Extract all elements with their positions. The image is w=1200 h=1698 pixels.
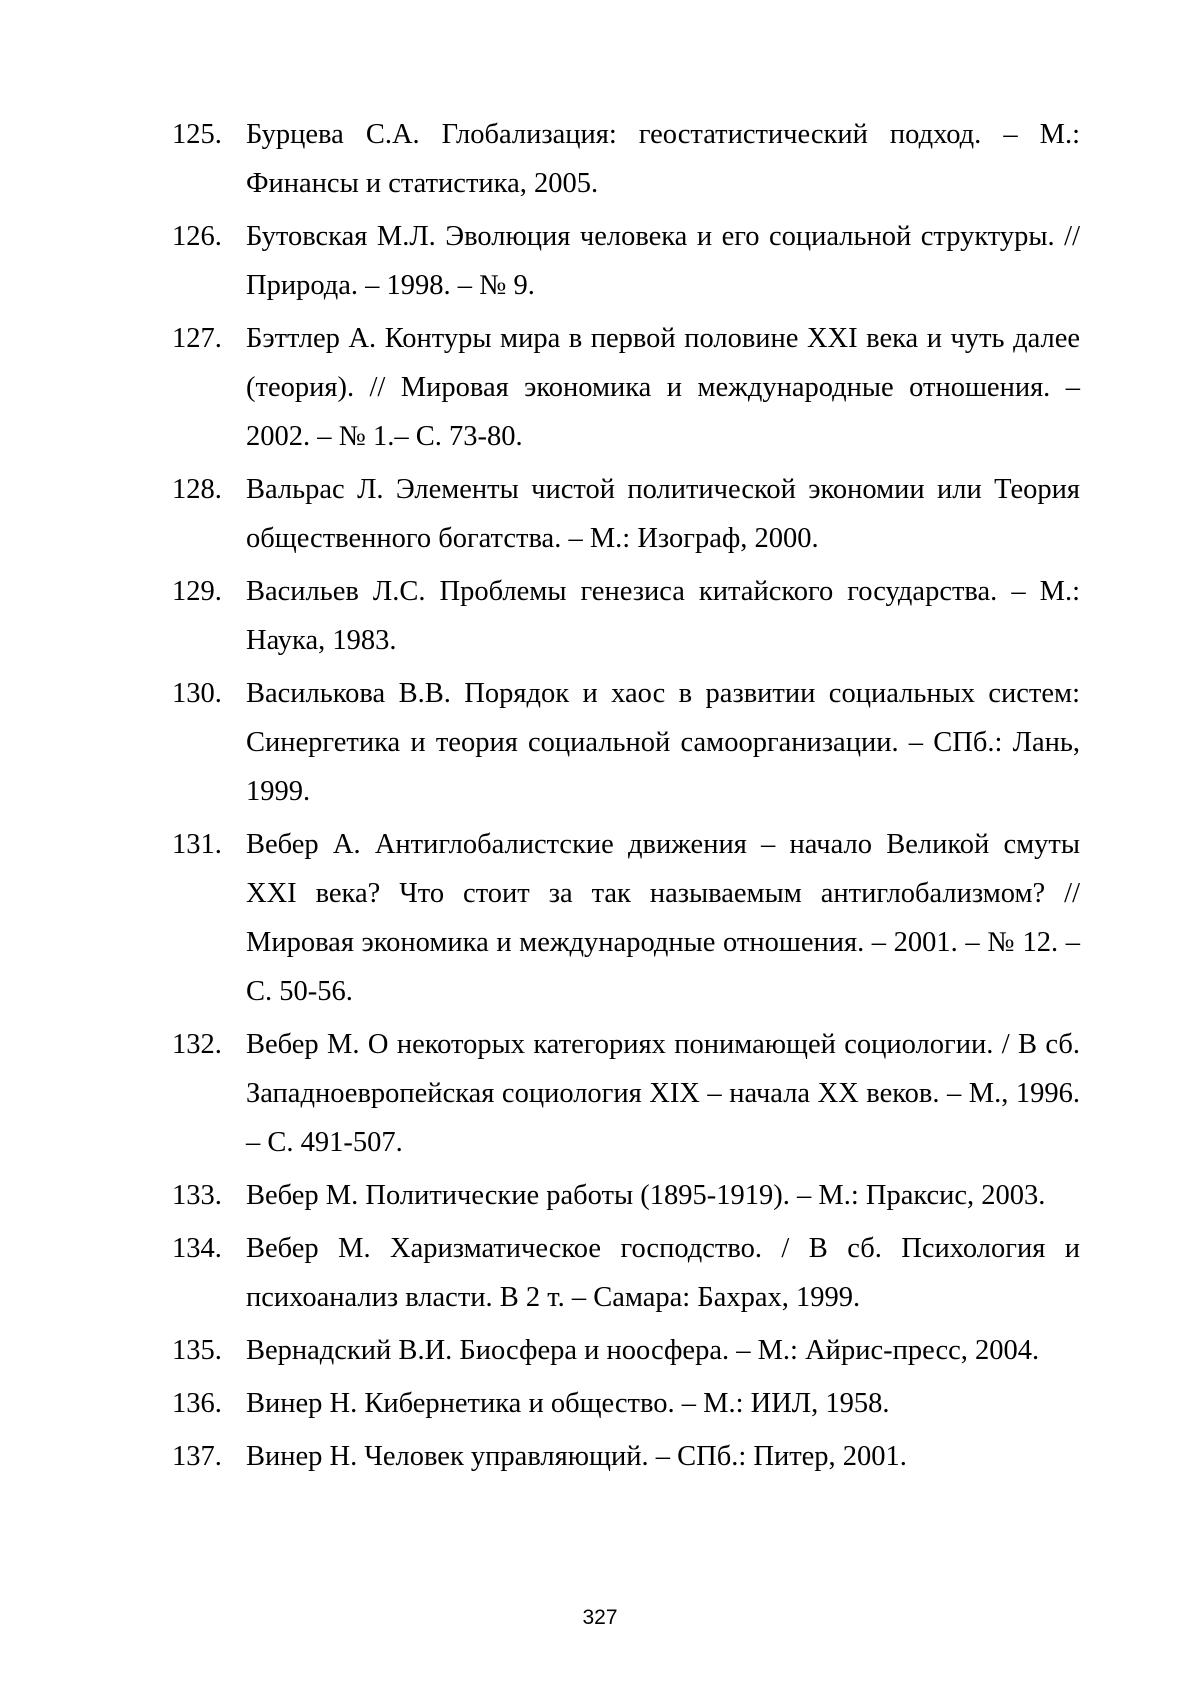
reference-item [172, 1432, 1080, 1481]
reference-number: 136. [172, 1388, 222, 1419]
reference-item [172, 567, 1080, 665]
reference-number: 135. [172, 1335, 222, 1366]
reference-item [172, 1020, 1080, 1167]
reference-number: 127. [172, 323, 222, 354]
reference-text: Бэттлер А. Контуры мира в первой половине XXI века и чуть далее (теория). // Мировая экономика и международные отношения. – 2002. – № 1.– С. 73-80. [246, 323, 1080, 452]
reference-item [172, 1326, 1080, 1375]
reference-text: Бурцева С.А. Глобализация: геостатистический подход. – М.: Финансы и статистика, 2005. [246, 119, 1080, 199]
reference-number: 134. [172, 1233, 222, 1264]
reference-number: 128. [172, 474, 222, 505]
reference-number: 133. [172, 1180, 222, 1211]
reference-text: Василькова В.В. Порядок и хаос в развитии социальных систем: Синергетика и теория социальной самоорганизации. – СПб.: Лань, 1999. [246, 678, 1080, 807]
reference-text: Вебер М. О некоторых категориях понимающей социологии. / В сб. Западноевропейская социология XIX – начала XX веков. – М., 1996. – С. 491-507. [246, 1029, 1080, 1158]
reference-number: 125. [172, 119, 222, 150]
page-number: 327 [582, 1606, 618, 1629]
reference-number: 130. [172, 678, 222, 709]
reference-number: 129. [172, 576, 222, 607]
reference-text: Бутовская М.Л. Эволюция человека и его социальной структуры. // Природа. – 1998. – № 9. [246, 221, 1080, 301]
reference-text: Вебер М. Политические работы (1895-1919). – М.: Праксис, 2003. [246, 1180, 1046, 1211]
reference-number: 131. [172, 829, 222, 860]
reference-item [172, 1379, 1080, 1428]
reference-item [172, 212, 1080, 310]
reference-item [172, 110, 1080, 208]
reference-text: Винер Н. Человек управляющий. – СПб.: Питер, 2001. [246, 1441, 907, 1472]
reference-item [172, 1224, 1080, 1322]
reference-text: Вебер А. Антиглобалистские движения – начало Великой смуты XXI века? Что стоит за так называемым антиглобализмом? // Мировая экономика и международные отношения. – 2001. – № 12. – С. 50-56. [246, 829, 1080, 1007]
reference-text: Вернадский В.И. Биосфера и ноосфера. – М.: Айрис-пресс, 2004. [246, 1335, 1040, 1366]
reference-item [172, 1171, 1080, 1220]
reference-text: Вальрас Л. Элементы чистой политической экономии или Теория общественного богатства. – М.: Изограф, 2000. [246, 474, 1080, 554]
reference-text: Васильев Л.С. Проблемы генезиса китайского государства. – М.: Наука, 1983. [246, 576, 1080, 656]
reference-item [172, 465, 1080, 563]
reference-number: 137. [172, 1441, 222, 1472]
reference-text: Винер Н. Кибернетика и общество. – М.: ИИЛ, 1958. [246, 1388, 890, 1419]
reference-item [172, 669, 1080, 816]
reference-item [172, 820, 1080, 1016]
reference-number: 132. [172, 1029, 222, 1060]
reference-list [172, 110, 1080, 1485]
reference-item [172, 314, 1080, 461]
reference-number: 126. [172, 221, 222, 252]
reference-text: Вебер М. Харизматическое господство. / В сб. Психология и психоанализ власти. В 2 т. – Самара: Бахрах, 1999. [246, 1233, 1080, 1313]
